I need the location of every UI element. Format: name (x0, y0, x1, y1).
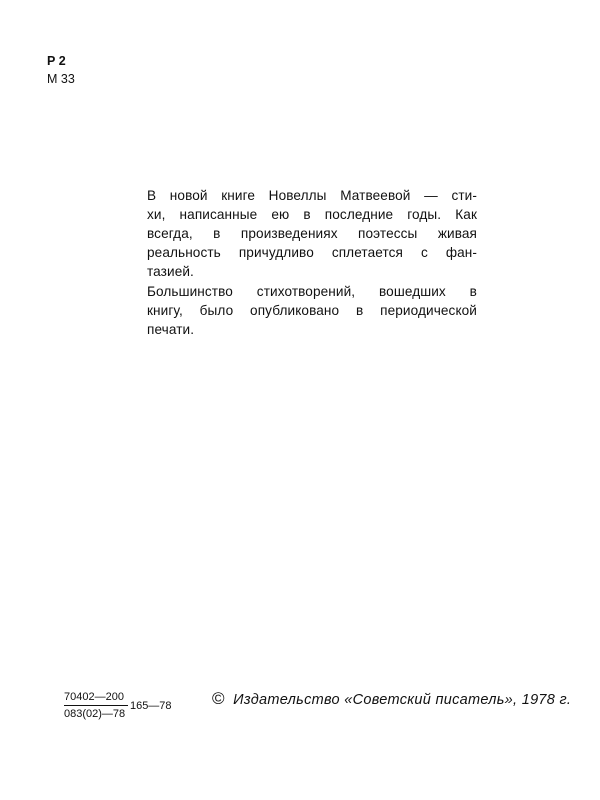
annotation-paragraph-1 (147, 186, 477, 281)
classification-code: Р 2 (47, 54, 66, 68)
author-mark: М 33 (47, 72, 75, 86)
catalog-code (64, 690, 172, 721)
annotation-line: реальность причудливо сплетается с фан- (147, 245, 477, 260)
copyright-notice (212, 690, 571, 709)
classification-index (47, 52, 75, 88)
annotation-line: книгу, было опубликовано в периодической (147, 303, 477, 318)
annotation-line: хи, написанные ею в последние годы. Как (147, 207, 477, 222)
annotation-paragraph-2 (147, 282, 477, 339)
catalog-denominator: 083(02)—78 (64, 708, 126, 720)
annotation-line: тазией. (147, 264, 194, 279)
copyright-sign: © (212, 689, 225, 708)
annotation-line: В новой книге Новеллы Матвеевой — сти- (147, 188, 477, 203)
annotation-line: Большинство стихотворений, вошедших в (147, 284, 477, 299)
annotation-line: печати. (147, 322, 195, 337)
catalog-fraction (64, 690, 128, 721)
catalog-suffix: 165—78 (129, 699, 172, 712)
copyright-text: Издательство «Советский писатель», 1978 г. (233, 692, 572, 708)
book-annotation (147, 186, 477, 339)
catalog-numerator: 70402—200 (64, 690, 128, 706)
annotation-line: всегда, в произведениях поэтессы живая (147, 226, 477, 241)
